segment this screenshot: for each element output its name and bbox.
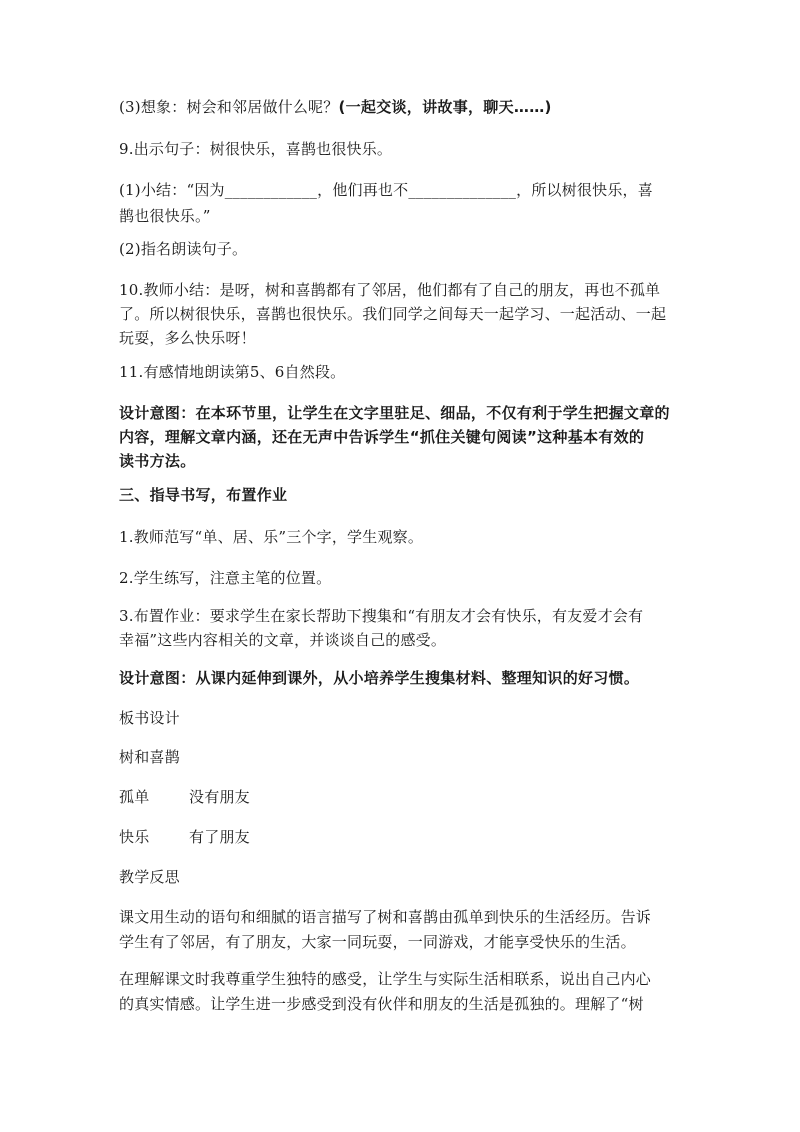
board-row-happy — [119, 824, 689, 850]
board-row-lonely — [119, 784, 689, 810]
paragraph-summary-line-1: (1)小结：“因为____________，他们再也不______________，所以树很快乐，喜 — [119, 181, 653, 199]
reflection-2-line-1: 在理解课文时我尊重学生独特的感受，让学生与实际生活相联系，说出自己内心 — [119, 970, 652, 988]
design-intent-1-line-1: 设计意图：在本环节里，让学生在文字里驻足、细品，不仅有利于学生把握文章的 — [119, 404, 670, 422]
board-term-happy: 快乐 — [119, 828, 150, 846]
board-design-heading: 板书设计 — [119, 709, 180, 727]
design-intent-2: 设计意图：从课内延伸到课外，从小培养学生搜集材料、整理知识的好习惯。 — [119, 669, 640, 687]
reflection-1-line-2: 学生有了邻居，有了朋友，大家一同玩耍，一同游戏，才能享受快乐的生活。 — [119, 933, 636, 951]
paragraph-practice: 2.学生练写，注意主笔的位置。 — [119, 569, 332, 587]
design-intent-1-line-2: 内容，理解文章内涵，还在无声中告诉学生“抓住关键句阅读”这种基本有效的 — [119, 428, 645, 446]
paragraph-homework-line-1: 3.布置作业：要求学生在家长帮助下搜集和“有朋友才会有快乐，有友爱才会有 — [119, 607, 644, 625]
reflection-1-line-1: 课文用生动的语句和细腻的语言描写了树和喜鹊由孤单到快乐的生活经历。告诉 — [119, 908, 652, 926]
board-title: 树和喜鹊 — [119, 748, 180, 766]
paragraph-show-sentence: 9.出示句子：树很快乐，喜鹊也很快乐。 — [119, 140, 393, 158]
paragraph-read-with-feeling: 11.有感情地朗读第5、6自然段。 — [119, 363, 346, 381]
section-heading-writing: 三、指导书写，布置作业 — [119, 486, 288, 504]
imagine-answer: (一起交谈，讲故事，聊天……) — [338, 98, 552, 116]
board-desc-no-friends: 没有朋友 — [189, 788, 250, 806]
paragraph-teacher-summary-line-1: 10.教师小结：是呀，树和喜鹊都有了邻居，他们都有了自己的朋友，再也不孤单 — [119, 281, 661, 299]
imagine-question: (3)想象：树会和邻居做什么呢？ — [119, 98, 339, 116]
paragraph-summary-line-2: 鹊也很快乐。” — [119, 207, 211, 225]
paragraph-model-writing: 1.教师范写“单、居、乐”三个字，学生观察。 — [119, 528, 424, 546]
paragraph-teacher-summary-line-2: 了。所以树很快乐，喜鹊也很快乐。我们同学之间每天一起学习、一起活动、一起 — [119, 305, 667, 323]
design-intent-1-line-3: 读书方法。 — [119, 452, 196, 470]
board-desc-have-friends: 有了朋友 — [189, 828, 250, 846]
paragraph-homework-line-2: 幸福”这些内容相关的文章，并谈谈自己的感受。 — [119, 631, 447, 649]
reflection-2-line-2: 的真实情感。让学生进一步感受到没有伙伴和朋友的生活是孤独的。理解了“树 — [119, 995, 644, 1013]
paragraph-read-aloud: (2)指名朗读句子。 — [119, 240, 248, 258]
paragraph-teacher-summary-line-3: 玩耍，多么快乐呀！ — [119, 329, 256, 347]
board-term-lonely: 孤单 — [119, 788, 150, 806]
paragraph-imagine — [119, 94, 689, 120]
teaching-reflection-heading: 教学反思 — [119, 868, 180, 886]
